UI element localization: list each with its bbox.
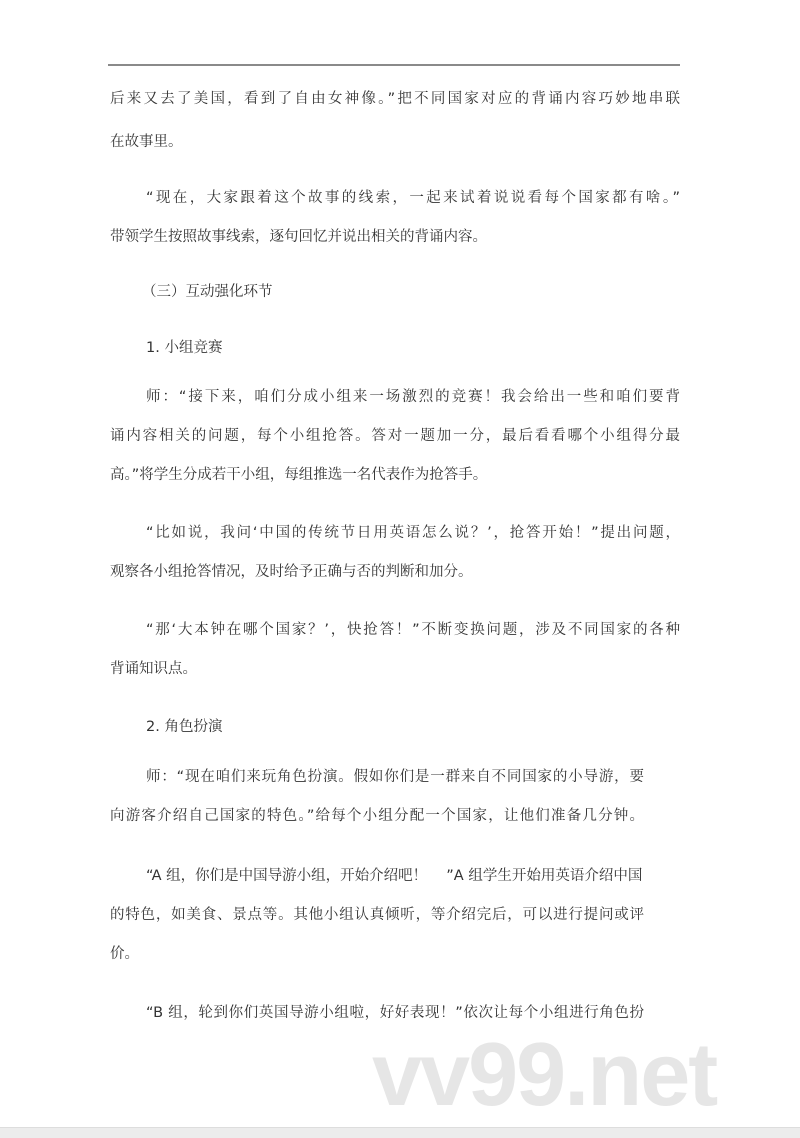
- text-line: 诵内容相关的问题，每个小组抢答。答对一题加一分，最后看看哪个小组得分最: [110, 428, 680, 444]
- text-line: “比如说，我问‘中国的传统节日用英语怎么说？’，抢答开始！”提出问题，: [146, 525, 680, 541]
- text-line: “A 组，你们是中国导游小组，开始介绍吧！ ”A 组学生开始用英语介绍中国: [146, 868, 643, 884]
- text-line: 的特色，如美食、景点等。其他小组认真倾听，等介绍完后，可以进行提问或评: [110, 907, 644, 923]
- text-line: 在故事里。: [110, 134, 183, 150]
- text-line: “B 组，轮到你们英国导游小组啦，好好表现！”依次让每个小组进行角色扮: [146, 1005, 644, 1021]
- page-bottom-edge: [0, 1127, 800, 1138]
- text-line: 观察各小组抢答情况，及时给予正确与否的判断和加分。: [110, 564, 473, 580]
- text-line: 后来又去了美国，看到了自由女神像。”把不同国家对应的背诵内容巧妙地串联: [110, 91, 680, 107]
- header-rule: [108, 64, 680, 66]
- section-heading: （三）互动强化环节: [142, 284, 273, 300]
- text-line: 师：“现在咱们来玩角色扮演。假如你们是一群来自不同国家的小导游，要: [146, 769, 644, 785]
- text-line: 高。”将学生分成若干小组，每组推选一名代表作为抢答手。: [110, 467, 488, 483]
- subsection-heading: 1. 小组竞赛: [146, 340, 223, 356]
- text-line: 价。: [110, 946, 139, 962]
- text-line: 带领学生按照故事线索，逐句回忆并说出相关的背诵内容。: [110, 229, 487, 245]
- text-line: 向游客介绍自己国家的特色。”给每个小组分配一个国家，让他们准备几分钟。: [110, 808, 644, 824]
- subsection-heading: 2. 角色扮演: [146, 719, 223, 735]
- text-line: “现在，大家跟着这个故事的线索，一起来试着说说看每个国家都有啥。”: [146, 190, 680, 206]
- text-line: 师：“接下来，咱们分成小组来一场激烈的竞赛！我会给出一些和咱们要背: [146, 389, 680, 405]
- text-line: 背诵知识点。: [110, 661, 197, 677]
- watermark: vv99.net: [372, 1025, 717, 1125]
- text-line: “那‘大本钟在哪个国家？’，快抢答！”不断变换问题，涉及不同国家的各种: [146, 622, 680, 638]
